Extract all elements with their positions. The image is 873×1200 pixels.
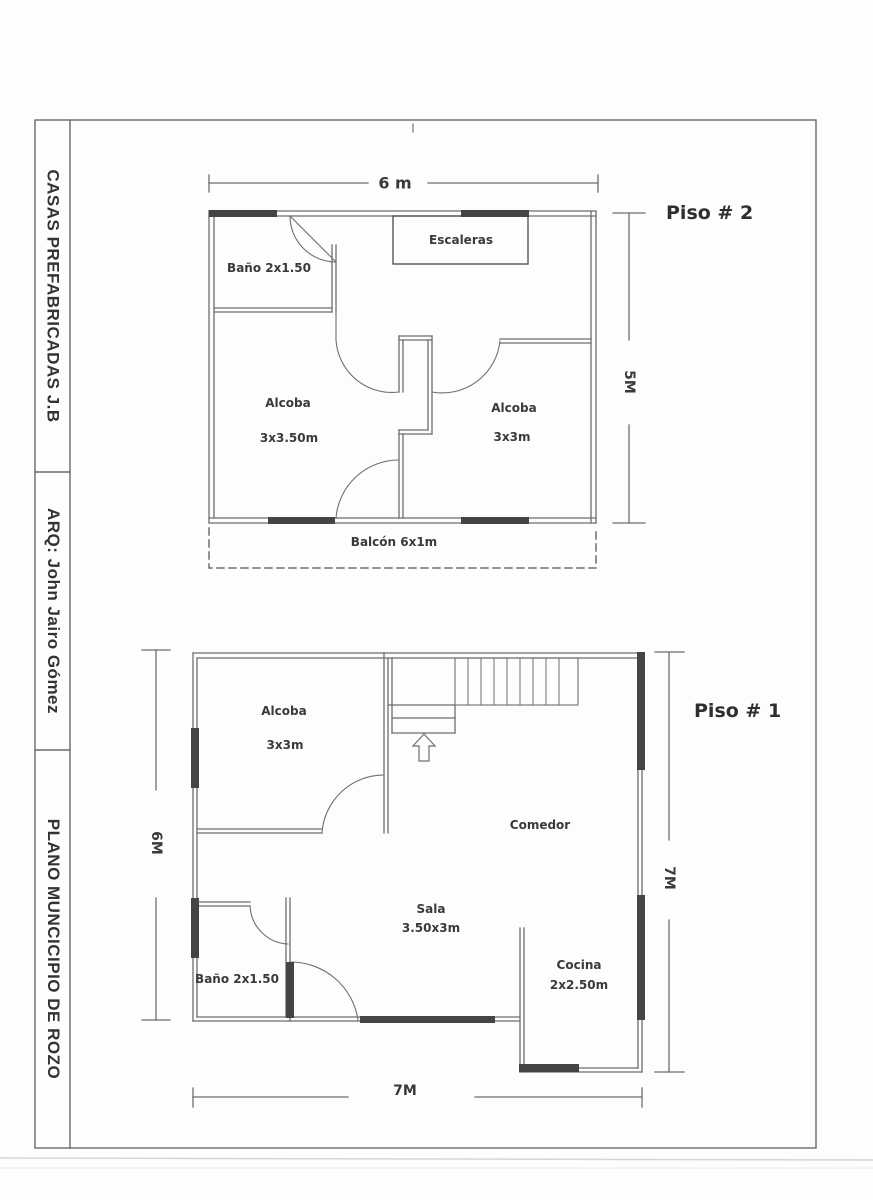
- floor2-bedroom2-name: Alcoba: [491, 401, 537, 415]
- architect-label: ARQ: John Jairo Gómez: [44, 507, 63, 715]
- floor1-bedroom-name: Alcoba: [261, 704, 307, 718]
- floor1-bath-label: Baño 2x1.50: [195, 972, 279, 986]
- floor2-stairs-label: Escaleras: [429, 233, 493, 247]
- floor2-depth-dim: 5M: [621, 370, 637, 394]
- floor1-dining-label: Comedor: [509, 818, 571, 832]
- floor2-bedroom2-size: 3x3m: [493, 430, 531, 444]
- floor1-plan: [142, 650, 684, 1107]
- floor2-bath-label: Baño 2x1.50: [227, 261, 311, 275]
- floor2-windows: [209, 210, 529, 524]
- floor1-windows: [191, 652, 645, 1072]
- floor2-balcony-label: Balcón 6x1m: [350, 535, 438, 549]
- company-label: CASAS PREFABRICADAS J.B: [44, 169, 63, 423]
- floor1-kitchen-name: Cocina: [556, 958, 602, 972]
- floor1-title: Piso # 1: [694, 700, 782, 722]
- floor1-width-dim: 7M: [393, 1083, 417, 1099]
- floor2-width-dim: 6 m: [378, 173, 412, 193]
- floor1-depth-left-dim: 6M: [148, 831, 164, 855]
- floor1-living-name: Sala: [416, 902, 446, 916]
- floor1-depth-right-dim: 7M: [661, 866, 677, 890]
- floor2-plan: [209, 175, 645, 568]
- floor1-kitchen-size: 2x2.50m: [549, 978, 609, 992]
- floor2-bedroom1-size: 3x3.50m: [259, 431, 319, 445]
- floor2-title: Piso # 2: [666, 202, 754, 224]
- plan-title-label: PLANO MUNCICIPIO DE ROZO: [44, 818, 63, 1080]
- sheet-border: [35, 120, 816, 1148]
- stairs-up-arrow: [413, 734, 435, 761]
- floor1-living-size: 3.50x3m: [401, 921, 461, 935]
- floor2-bedroom1-name: Alcoba: [265, 396, 311, 410]
- floor1-bedroom-size: 3x3m: [266, 738, 304, 752]
